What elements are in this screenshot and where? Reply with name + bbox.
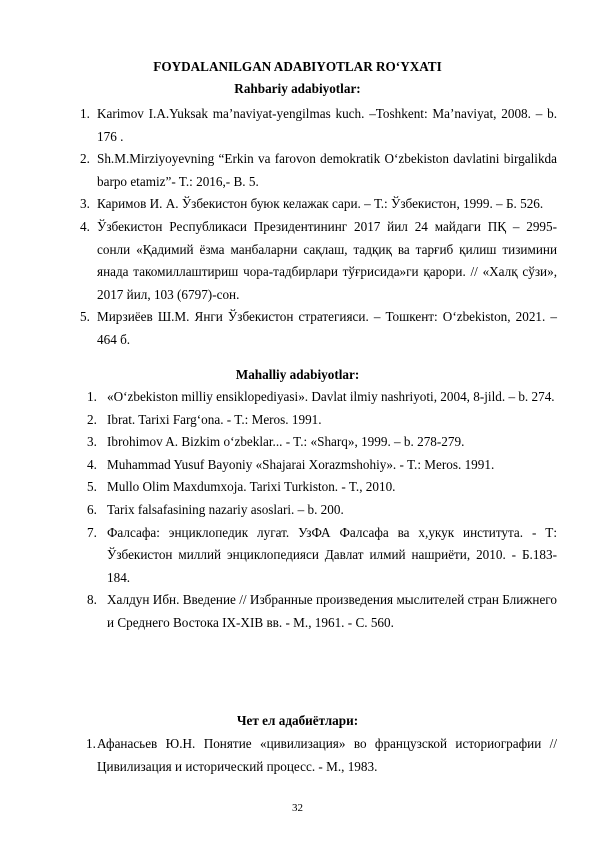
item-text: Mullo Olim Maxdumxoja. Tarixi Turkiston. - T., 2010. (107, 479, 396, 495)
section-heading-chet-el: Чет ел адабиётлари: (236, 713, 359, 728)
item-text: Ўзбекистон Республикаси Президентининг 2017 йил 24 майдаги ПҚ – 2995-сонли «Қадимий ёзма манбаларни сақлаш, тадқиқ ва тарғиб қилиш тизимини янада такомиллаштириш чора-тадбирлари тўғрисида»ги қарори. // «Халқ сўзи», 2017 йил, 103 (6797)-сон. (97, 218, 557, 302)
reference-item (80, 148, 557, 193)
reference-item (80, 103, 557, 148)
item-number: 3. (87, 434, 97, 450)
item-number: 3. (80, 196, 90, 212)
reference-item (86, 733, 557, 778)
item-number: 6. (87, 501, 97, 517)
reference-list-mahalliy (87, 386, 557, 635)
item-text: «O‘zbekiston milliy ensiklopediyasi». Davlat ilmiy nashriyoti, 2004, 8-jild. – b. 274. (107, 389, 555, 404)
item-text: Ibrohimov A. Bizkim o‘zbeklar... - T.: «Sharq», 1999. – b. 278-279. (107, 434, 465, 450)
reference-item (80, 193, 557, 216)
reference-item (87, 522, 557, 590)
item-text: Халдун Ибн. Введение // Избранные произведения мыслителей стран Ближнего и Среднего Востока IX-XIВ вв. - М., 1961. - С. 560. (107, 592, 557, 630)
reference-item (87, 454, 557, 477)
item-text: Мирзиёев Ш.М. Янги Ўзбекистон стратегияси. – Тошкент: O‘zbekiston, 2021. – 464 б. (97, 309, 557, 347)
reference-item (87, 431, 557, 454)
item-number: 7. (87, 524, 97, 540)
item-number: 2. (87, 411, 97, 427)
item-number: 2. (80, 151, 90, 167)
item-number: 4. (80, 218, 90, 234)
page-title: FOYDALANILGAN ADABIYOTLAR RO‘YXATI (153, 59, 442, 74)
reference-item (87, 386, 557, 409)
item-text: Muhammad Yusuf Bayoniy «Shajarai Xorazmshohiy». - T.: Meros. 1991. (107, 456, 495, 472)
section-heading-mahalliy: Mahalliy adabiyotlar: (235, 367, 360, 382)
item-text: Sh.M.Mirziyoyevning “Erkin va farovon demokratik O‘zbekiston davlatini birgalikda barpo etamiz”- T.: 2016,- B. 5. (97, 151, 557, 189)
item-text: Ibrat. Tarixi Farg‘ona. - T.: Meros. 1991. (107, 411, 322, 427)
reference-item (87, 409, 557, 432)
item-text: Фалсафа: энциклопедик лугат. УзФА Фалсафа ва х,укук института. - Т: Ўзбекистон миллий энциклопедияси Давлат илмий нашриёти, 2010. - Б.183-184. (107, 524, 557, 585)
item-number: 1. (80, 106, 90, 121)
item-text: Афанасьев Ю.Н. Понятие «цивилизация» во французской историографии // Цивилизация и исторический процесс. - М., 1983. (97, 736, 557, 774)
reference-item (87, 499, 557, 522)
item-text: Tarix falsafasining nazariy asoslari. – b. 200. (107, 501, 344, 517)
item-number: 1. (86, 736, 96, 751)
item-number: 5. (87, 479, 97, 495)
reference-item (87, 476, 557, 499)
reference-list-chet-el (86, 733, 557, 778)
page-number: 32 (292, 802, 303, 814)
item-number: 1. (87, 389, 97, 404)
item-number: 4. (87, 456, 97, 472)
reference-list-rahbariy (80, 103, 557, 352)
reference-item (80, 306, 557, 351)
item-number: 5. (80, 309, 90, 325)
section-heading-rahbariy: Rahbariy adabiyotlar: (234, 81, 361, 96)
item-text: Каримов И. А. Ўзбекистон буюк келажак сари. – Т.: Ўзбекистон, 1999. – Б. 526. (97, 196, 544, 212)
item-number: 8. (87, 592, 97, 608)
reference-item (80, 216, 557, 306)
item-text: Karimov I.A.Yuksak ma’naviyat-yengilmas kuch. –Toshkent: Ma’naviyat, 2008. – b. 176 . (97, 106, 557, 144)
reference-item (87, 589, 557, 634)
